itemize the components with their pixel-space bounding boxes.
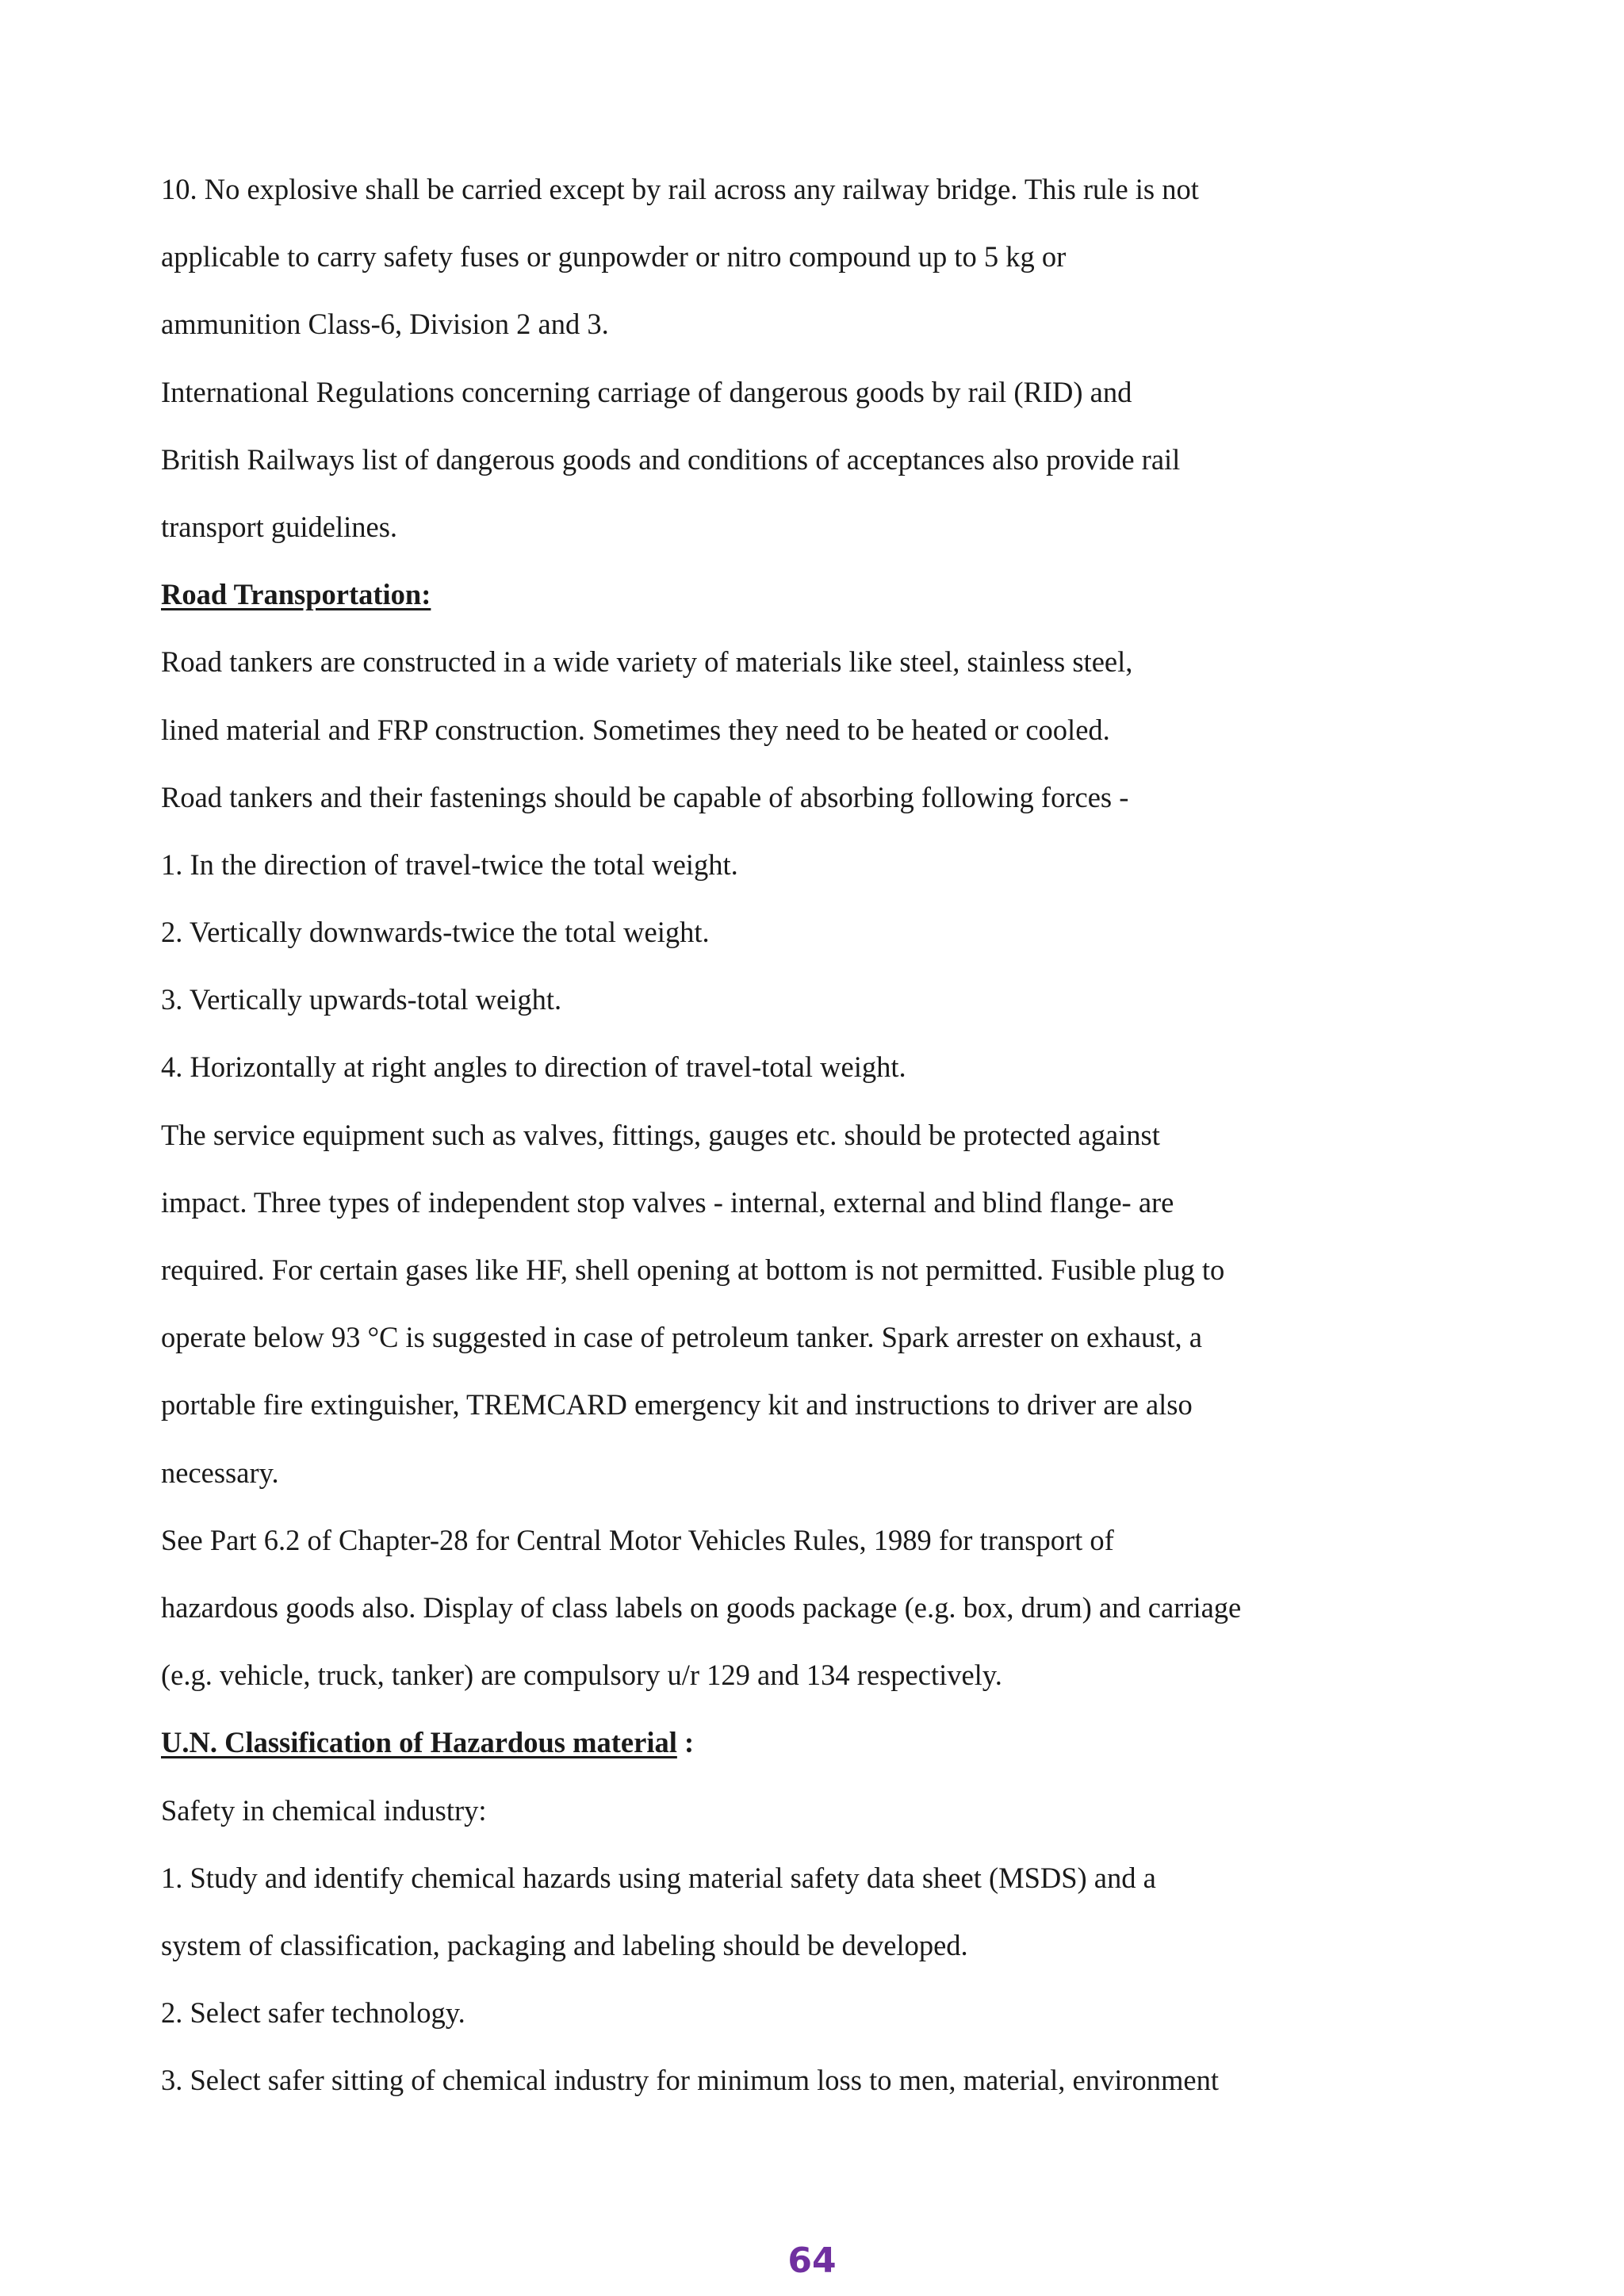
paragraph-line: required. For certain gases like HF, shell opening at bottom is not permitted. Fusible plug to — [161, 1253, 1225, 1286]
paragraph-line: portable fire extinguisher, TREMCARD emergency kit and instructions to driver are also — [161, 1388, 1193, 1422]
paragraph-line: Road tankers and their fastenings should be capable of absorbing following forces - — [161, 780, 1129, 813]
paragraph-line: 10. No explosive shall be carried except by rail across any railway bridge. This rule is not — [161, 173, 1199, 205]
paragraph-line: International Regulations concerning carriage of dangerous goods by rail (RID) and — [161, 375, 1132, 408]
paragraph-line: (e.g. vehicle, truck, tanker) are compulsory u/r 129 and 134 respectively. — [161, 1659, 1002, 1692]
paragraph-line: necessary. — [161, 1456, 279, 1489]
paragraph-line: system of classification, packaging and labeling should be developed. — [161, 1928, 968, 1961]
list-item: 3. Vertically upwards-total weight. — [161, 983, 562, 1016]
section-heading-road — [161, 561, 1461, 628]
paragraph-line: operate below 93 °C is suggested in case of petroleum tanker. Spark arrester on exhaust, a — [161, 1321, 1202, 1354]
paragraph-line: Safety in chemical industry: — [161, 1793, 487, 1827]
paragraph-line: impact. Three types of independent stop valves - internal, external and blind flange- are — [161, 1185, 1174, 1219]
list-item: 1. In the direction of travel-twice the total weight. — [161, 848, 738, 881]
list-item: 4. Horizontally at right angles to direction of travel-total weight. — [161, 1050, 906, 1084]
page-number: 64 — [787, 2241, 837, 2281]
paragraph-line: hazardous goods also. Display of class labels on goods package (e.g. box, drum) and carriage — [161, 1590, 1242, 1624]
un-classification-heading: U.N. Classification of Hazardous material — [161, 1726, 677, 1759]
list-item: 2. Select safer technology. — [161, 1996, 465, 2030]
paragraph-line: British Railways list of dangerous goods and conditions of acceptances also provide rail — [161, 442, 1181, 476]
paragraph-line: ammunition Class-6, Division 2 and 3. — [161, 308, 609, 341]
un-heading-colon: : — [676, 1726, 695, 1759]
paragraph-line: The service equipment such as valves, fittings, gauges etc. should be protected against — [161, 1118, 1160, 1151]
paragraph-line: See Part 6.2 of Chapter-28 for Central Motor Vehicles Rules, 1989 for transport of — [161, 1523, 1114, 1556]
paragraph-line: transport guidelines. — [161, 510, 398, 543]
list-item: 1. Study and identify chemical hazards using material safety data sheet (MSDS) and a — [161, 1861, 1156, 1894]
paragraph-line: lined material and FRP construction. Sometimes they need to be heated or cooled. — [161, 713, 1110, 746]
page-body — [161, 155, 1461, 2114]
list-item: 2. Vertically downwards-twice the total weight. — [161, 916, 710, 949]
paragraph-line: applicable to carry safety fuses or gunpowder or nitro compound up to 5 kg or — [161, 240, 1067, 274]
section-heading-un — [161, 1709, 1461, 1776]
paragraph-line: Road tankers are constructed in a wide variety of materials like steel, stainless steel, — [161, 645, 1133, 679]
road-transportation-heading: Road Transportation: — [161, 578, 431, 611]
list-item: 3. Select safer sitting of chemical industry for minimum loss to men, material, environment — [161, 2064, 1219, 2097]
